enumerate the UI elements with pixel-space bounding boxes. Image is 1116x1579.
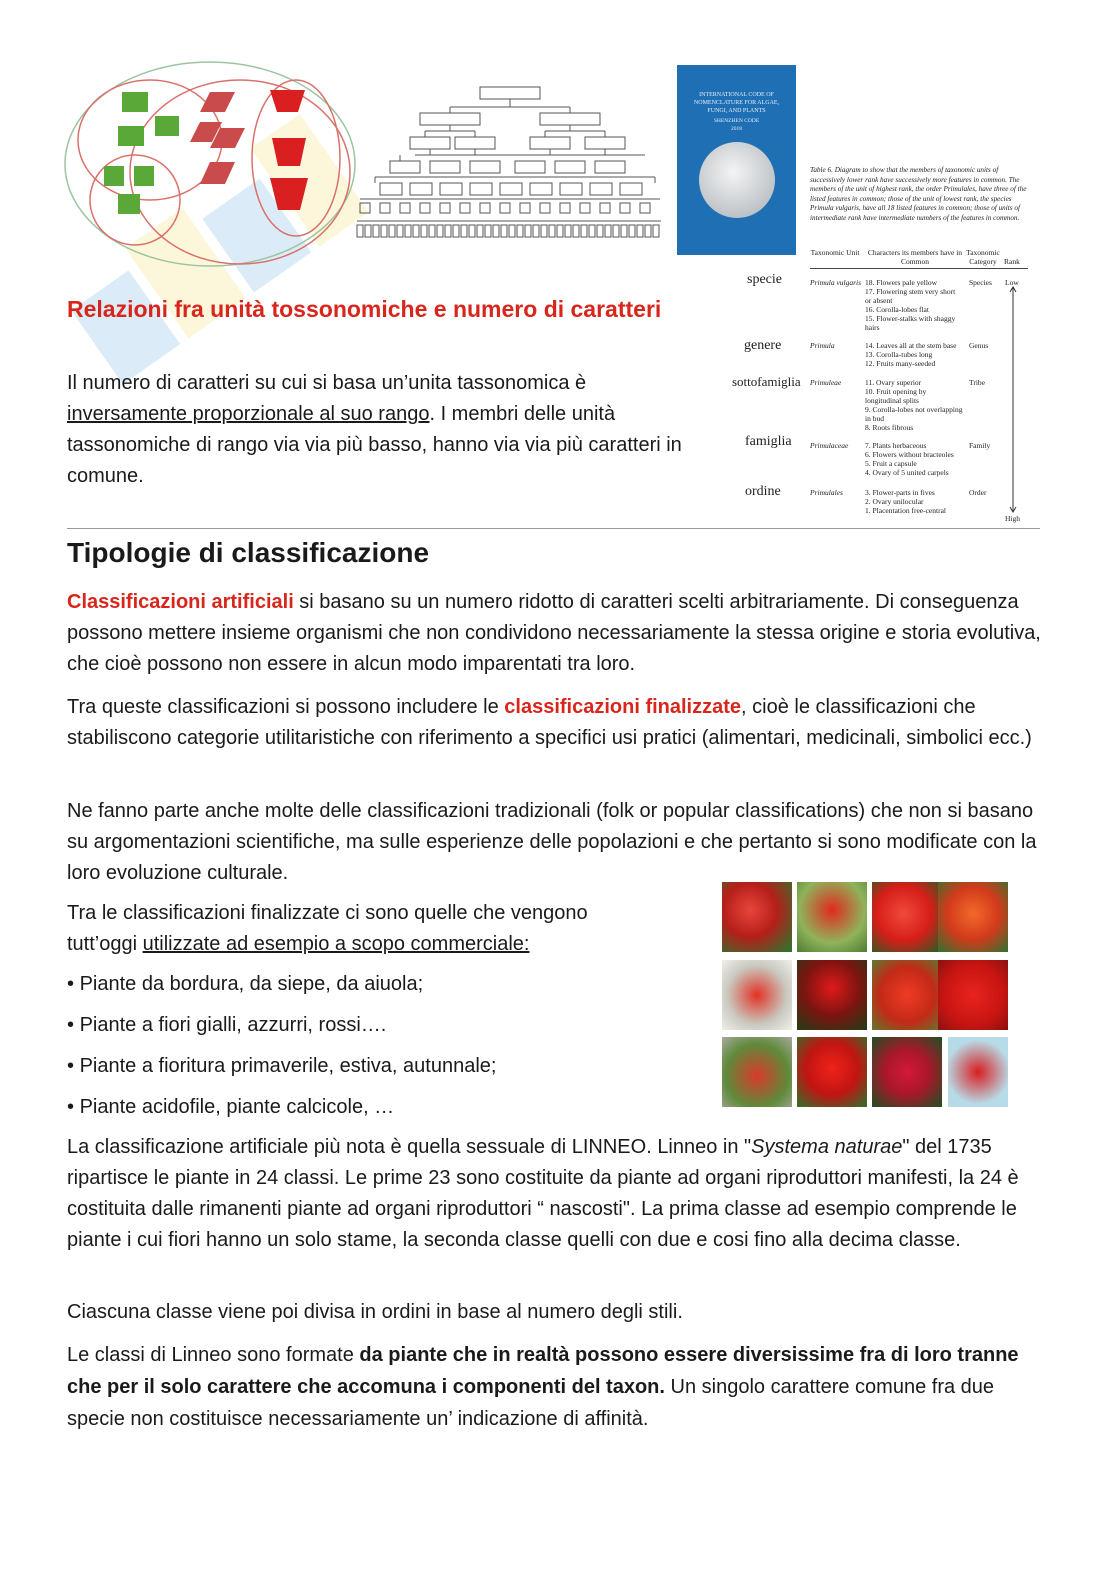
taxonomy-table bbox=[725, 246, 1035, 526]
text-span: Il numero di caratteri su cui si basa un’unita tassonomica è bbox=[67, 372, 587, 394]
row-label-sottofamiglia: sottofamiglia bbox=[732, 374, 801, 389]
row-label-famiglia: famiglia bbox=[745, 434, 792, 449]
highlight-term: Classificazioni artificiali bbox=[67, 591, 294, 613]
bullet-item: • Piante a fiori gialli, azzurri, rossi…. bbox=[67, 1014, 387, 1036]
venn-diagram bbox=[60, 60, 360, 270]
row-category: Species bbox=[969, 278, 992, 287]
table-caption: Table 6. Diagram to show that the members of taxonomic units of successively lower rank have successively more features in common. The members of the unit of highest rank, the order Primulales, have three of the listed features in common; those of the unit of lowest rank, the species Primula vulgaris, have all 18 listed features in common; those of units of intermediate rank have intermediate numbers of the features in common. bbox=[810, 166, 1027, 222]
italic-title: Systema naturae bbox=[751, 1136, 903, 1158]
row-label-genere: genere bbox=[744, 338, 782, 353]
paragraph-linneo-classes bbox=[67, 1339, 1042, 1435]
row-label-specie: specie bbox=[747, 272, 782, 287]
row-unit: Primulales bbox=[810, 488, 843, 497]
flower-photo bbox=[872, 1037, 942, 1107]
bullet-text: Piante a fiori gialli, azzurri, rossi…. bbox=[79, 1014, 387, 1036]
row-unit: Primula vulgaris bbox=[810, 278, 862, 287]
table-divider bbox=[810, 268, 1028, 269]
text-span: Tra queste classificazioni si possono includere le bbox=[67, 696, 505, 718]
flower-photo bbox=[797, 960, 867, 1030]
text-span: . I membri delle unità tassonomiche di rango via via più basso, hanno via via più caratteri in comune. bbox=[67, 403, 682, 487]
bold-text: da piante che in realtà possono essere diversissime fra di loro tranne che per il solo carattere che accomuna i componenti del taxon. bbox=[67, 1344, 1019, 1398]
flower-photo bbox=[797, 882, 867, 952]
flower-photo bbox=[938, 960, 1008, 1030]
book-cover-title: INTERNATIONAL CODE OF NOMENCLATURE FOR ALGAE, FUNGI, AND PLANTS bbox=[693, 92, 780, 114]
section-divider bbox=[67, 528, 1040, 529]
table-header-unit: Taxonomic Unit bbox=[810, 248, 860, 257]
paragraph-commercial bbox=[67, 898, 687, 960]
text-span: Le classi di Linneo sono formate bbox=[67, 1344, 360, 1366]
bullet-item: • Piante acidofile, piante calcicole, … bbox=[67, 1096, 395, 1118]
flower-photo bbox=[722, 882, 792, 952]
section-heading-relations: Relazioni fra unità tossonomiche e numero di caratteri bbox=[67, 296, 662, 322]
row-characters: 3. Flower-parts in fives 2. Ovary unilocular 1. Placentation free-central bbox=[865, 488, 946, 515]
text-span: tutt’oggi bbox=[67, 933, 143, 955]
flower-photo bbox=[872, 882, 942, 952]
hierarchy-tree-diagram bbox=[355, 85, 665, 245]
table-header-rank: Rank bbox=[1004, 257, 1020, 266]
row-unit: Primuleae bbox=[810, 378, 842, 387]
text-span: , cioè le classificazioni che stabiliscono categorie utilitaristiche con riferimento a specifici usi pratici (alimentari, medicinali, simbolici ecc.) bbox=[67, 696, 1032, 749]
underlined-text: utilizzate ad esempio a scopo commerciale: bbox=[142, 933, 530, 955]
book-cover-subtitle: SHENZHEN CODE bbox=[713, 118, 760, 124]
flower-photo bbox=[722, 960, 792, 1030]
row-characters: 18. Flowers pale yellow 17. Flowering stem very short or absent 16. Corolla-lobes flat 15. Flower-stalks with shaggy hairs bbox=[865, 278, 956, 332]
bullet-text: Piante da bordura, da siepe, da aiuola; bbox=[79, 973, 424, 995]
bullet-text: Piante a fioritura primaverile, estiva, autunnale; bbox=[79, 1055, 497, 1077]
book-cover-seal bbox=[699, 142, 775, 218]
rank-low: Low bbox=[1005, 278, 1019, 287]
row-characters: 11. Ovary superior 10. Fruit opening by longitudinal splits 9. Corolla-lobes not overlapping in bud 8. Roots fibrous bbox=[865, 378, 963, 432]
row-characters: 7. Plants herbaceous 6. Flowers without bracteoles 5. Fruit a capsule 4. Ovary of 5 united carpels bbox=[865, 441, 954, 477]
flower-photo bbox=[938, 882, 1008, 952]
bullet-text: Piante acidofile, piante calcicole, … bbox=[79, 1096, 395, 1118]
paragraph-finalized bbox=[67, 692, 1042, 754]
table-header-characters: Characters its members have in Common bbox=[867, 248, 963, 266]
row-characters: 14. Leaves all at the stem base 13. Corolla-tubes long 12. Fruits many-seeded bbox=[865, 341, 957, 368]
flower-photo bbox=[722, 1037, 792, 1107]
paragraph-linneo bbox=[67, 1132, 1045, 1256]
highlight-term: classificazioni finalizzate bbox=[504, 696, 742, 718]
flower-photo bbox=[948, 1037, 1008, 1107]
paragraph-folk: Ne fanno parte anche molte delle classificazioni tradizionali (folk or popular classifications) che non si basano su argomentazioni scientifiche, ma sulle esperienze delle popolazioni e che pertanto si sono modificate con la loro evoluzione culturale. bbox=[67, 800, 1037, 884]
text-span: si basano su un numero ridotto di caratteri scelti arbitrariamente. Di conseguenza possono mettere insieme organismi che non condividono necessariamente la stessa origine e storia evolutiva, che cioè possono non essere in alcun modo imparentati tra loro. bbox=[67, 591, 1041, 675]
book-cover-image bbox=[677, 65, 796, 255]
text-span: Un singolo carattere comune fra due specie non costituisce necessariamente un’ indicazione di affinità. bbox=[67, 1376, 995, 1430]
row-label-ordine: ordine bbox=[745, 484, 781, 499]
row-category: Tribe bbox=[969, 378, 985, 387]
row-category: Family bbox=[969, 441, 991, 450]
row-category: Genus bbox=[969, 341, 989, 350]
paragraph-orders: Ciascuna classe viene poi divisa in ordini in base al numero degli stili. bbox=[67, 1301, 683, 1323]
paragraph-artificial bbox=[67, 587, 1042, 680]
text-span: Tra le classificazioni finalizzate ci sono quelle che vengono bbox=[67, 902, 588, 924]
bullet-item: • Piante a fioritura primaverile, estiva, autunnale; bbox=[67, 1055, 497, 1077]
relations-paragraph bbox=[67, 368, 697, 492]
table-header-category: Taxonomic Category bbox=[966, 248, 1000, 266]
row-unit: Primulaceae bbox=[810, 441, 849, 450]
flower-photo bbox=[797, 1037, 867, 1107]
row-unit: Primula bbox=[810, 341, 835, 350]
book-cover-year: 2018 bbox=[731, 126, 742, 132]
text-span: " del 1735 ripartisce le piante in 24 classi. Le prime 23 sono costituite da piante ad organi riproduttori manifesti, la 24 è costituita dalle rimanenti piante ad organi riproduttori “ nascosti". La prima classe ad esempio comprende le piante i cui fiori hanno un solo stame, la seconda classe quelli con due e cosi fino alla decima classe. bbox=[67, 1136, 1019, 1251]
flower-photo bbox=[872, 960, 942, 1030]
text-span: La classificazione artificiale più nota è quella sessuale di LINNEO. Linneo in " bbox=[67, 1136, 752, 1158]
bullet-item: • Piante da bordura, da siepe, da aiuola; bbox=[67, 973, 424, 995]
red-flowers-photo-grid bbox=[722, 882, 1010, 1112]
rank-arrow bbox=[1009, 286, 1017, 514]
rank-high: High bbox=[1005, 514, 1020, 523]
section-title: Tipologie di classificazione bbox=[67, 537, 430, 568]
underlined-text: inversamente proporzionale al suo rango bbox=[67, 403, 430, 425]
row-category: Order bbox=[969, 488, 987, 497]
